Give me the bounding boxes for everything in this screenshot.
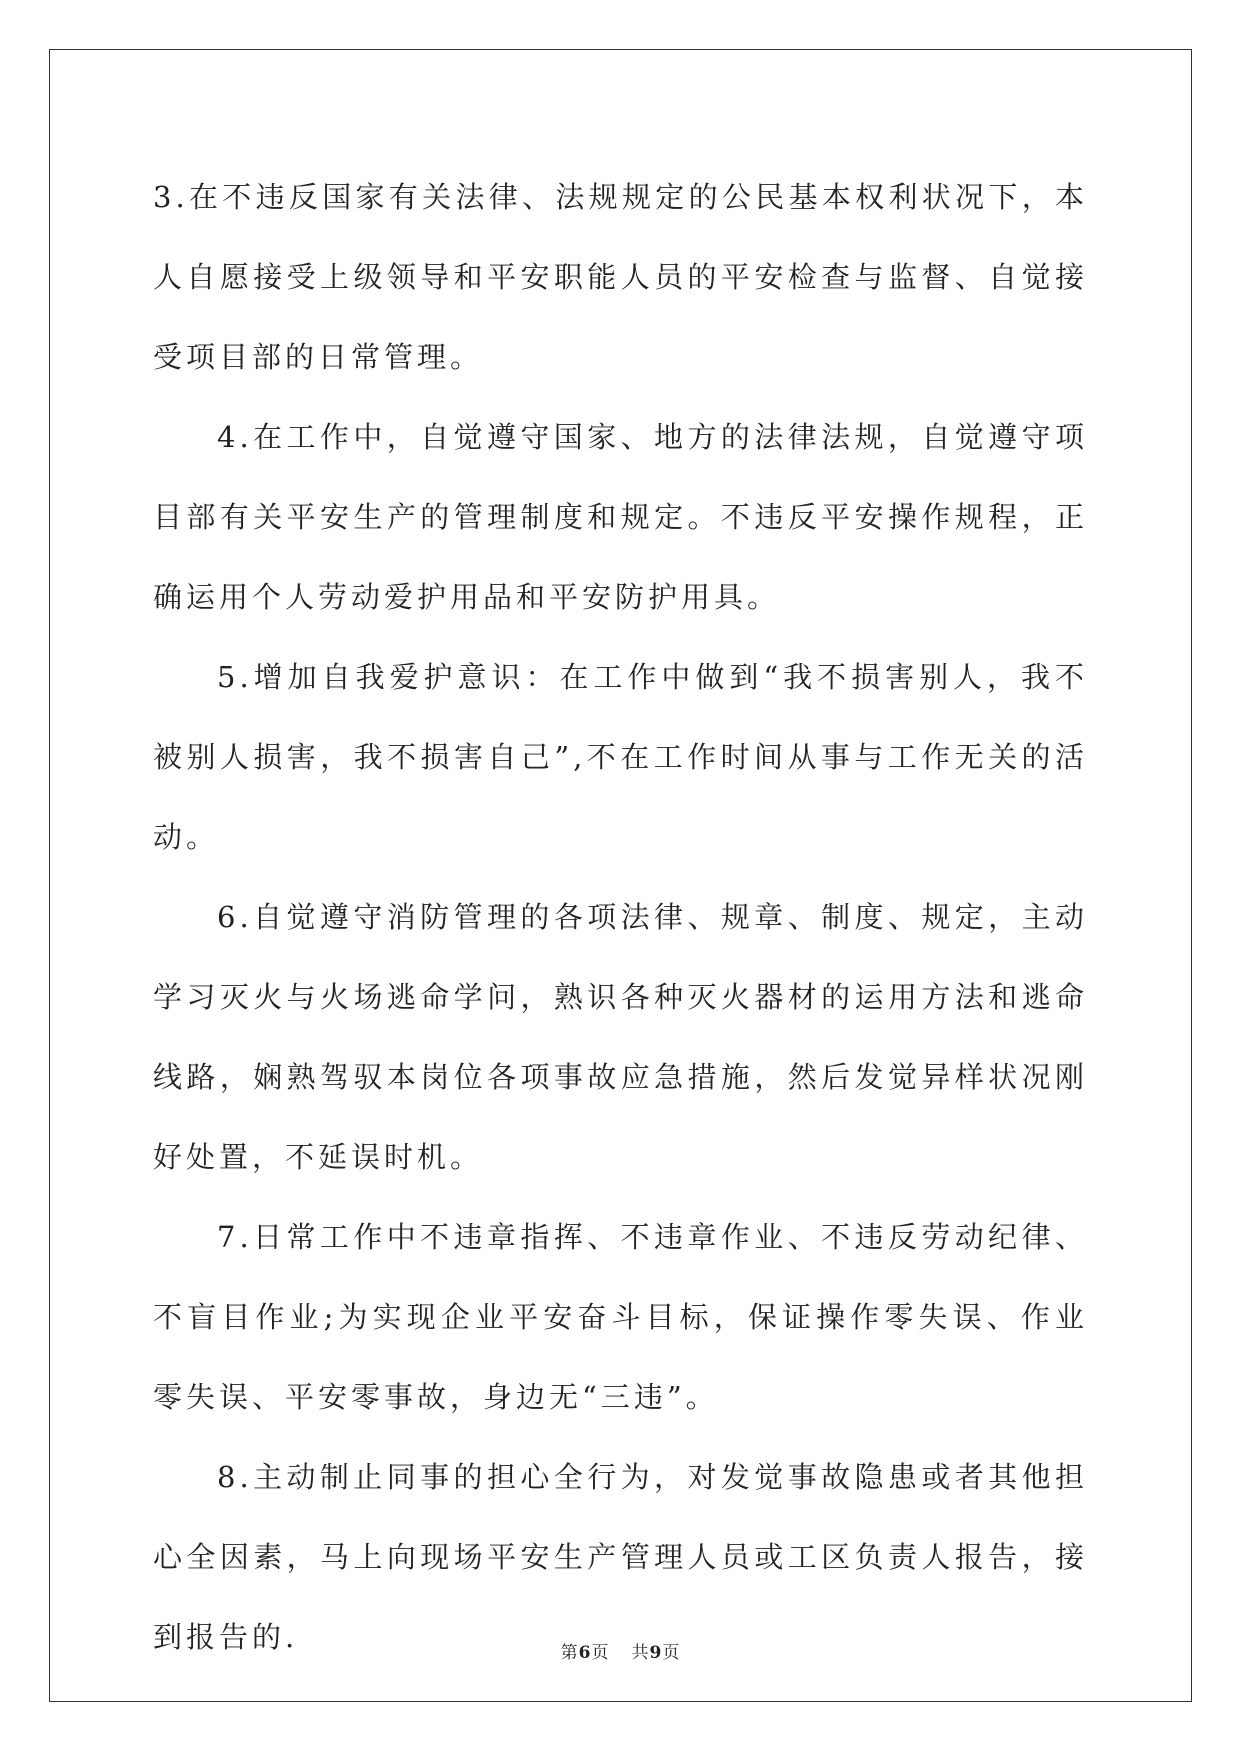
document-body (153, 157, 1088, 1677)
total-pages: 9 (649, 1643, 663, 1663)
paragraph-3: 3.在不违反国家有关法律、法规规定的公民基本权利状况下，本人自愿接受上级领导和平安职能人员的平安检查与监督、自觉接受项目部的日常管理。 (153, 180, 1088, 374)
paragraph-5: 5.增加自我爱护意识：在工作中做到“我不损害别人，我不被别人损害，我不损害自己”,不在工作时间从事与工作无关的活动。 (153, 660, 1088, 854)
total-suffix: 页 (662, 1643, 681, 1663)
paragraph-7: 7.日常工作中不违章指挥、不违章作业、不违反劳动纪律、不盲目作业;为实现企业平安奋斗目标，保证操作零失误、作业零失误、平安零事故，身边无“三违”。 (153, 1220, 1088, 1414)
total-prefix: 共 (631, 1643, 650, 1663)
page-number: 6 (578, 1643, 592, 1663)
paragraph-8: 8.主动制止同事的担心全行为，对发觉事故隐患或者其他担心全因素，马上向现场平安生产管理人员或工区负责人报告，接到报告的. (153, 1460, 1088, 1654)
page-suffix: 页 (591, 1643, 610, 1663)
paragraph-4: 4.在工作中，自觉遵守国家、地方的法律法规，自觉遵守项目部有关平安生产的管理制度和规定。不违反平安操作规程，正确运用个人劳动爱护用品和平安防护用具。 (153, 420, 1088, 614)
paragraph-6: 6.自觉遵守消防管理的各项法律、规章、制度、规定，主动学习灭火与火场逃命学问，熟识各种灭火器材的运用方法和逃命线路，娴熟驾驭本岗位各项事故应急措施，然后发觉异样状况刚好处置，不延误时机。 (153, 900, 1088, 1174)
page-prefix: 第 (560, 1643, 579, 1663)
page-footer (0, 1638, 1241, 1663)
